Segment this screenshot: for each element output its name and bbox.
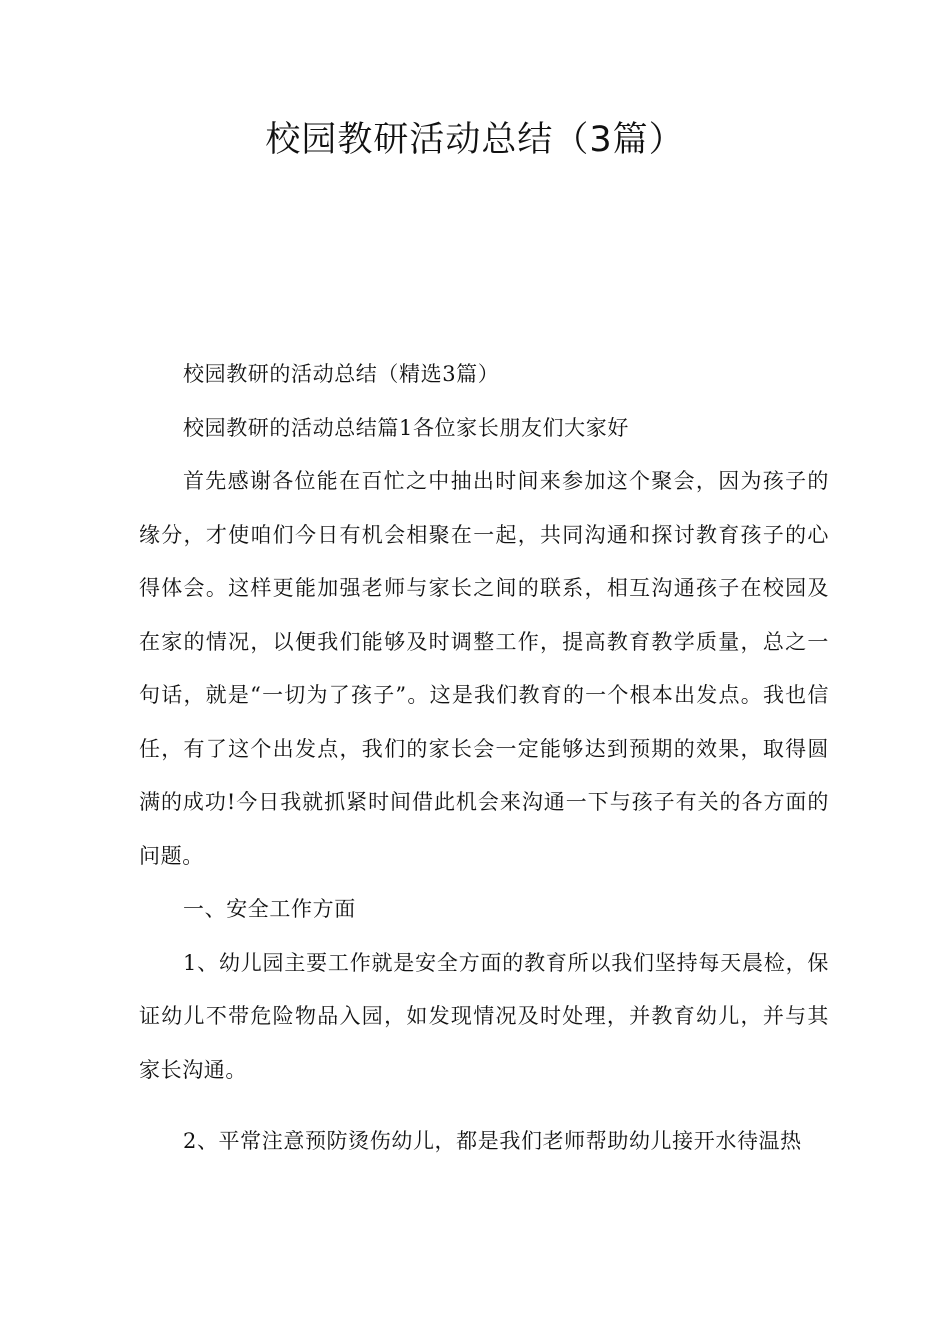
paragraph-item-1: 1、幼儿园主要工作就是安全方面的教育所以我们坚持每天晨检，保证幼儿不带危险物品入园，如发现情况及时处理，并教育幼儿，并与其家长沟通。 — [139, 950, 829, 1082]
paragraph-intro: 首先感谢各位能在百忙之中抽出时间来参加这个聚会，因为孩子的缘分，才使咱们今日有机会相聚在一起，共同沟通和探讨教育孩子的心得体会。这样更能加强老师与家长之间的联系，相互沟通孩子在校园及在家的情况，以便我们能够及时调整工作，提高教育教学质量，总之一句话，就是“一切为了孩子”。这是我们教育的一个根本出发点。我也信任，有了这个出发点，我们的家长会一定能够达到预期的效果，取得圆满的成功!今日我就抓紧时间借此机会来沟通一下与孩子有关的各方面的问题。 — [139, 469, 829, 868]
document-title: 校园教研活动总结（3篇） — [265, 120, 685, 160]
paragraph-item-2: 2、平常注意预防烫伤幼儿，都是我们老师帮助幼儿接开水待温热 — [183, 1129, 802, 1153]
section-heading-safety: 一、安全工作方面 — [183, 897, 356, 921]
document-body — [139, 348, 829, 1169]
paragraph-subtitle: 校园教研的活动总结（精选3篇） — [183, 362, 500, 386]
paragraph-greeting: 校园教研的活动总结篇1各位家长朋友们大家好 — [183, 415, 629, 440]
